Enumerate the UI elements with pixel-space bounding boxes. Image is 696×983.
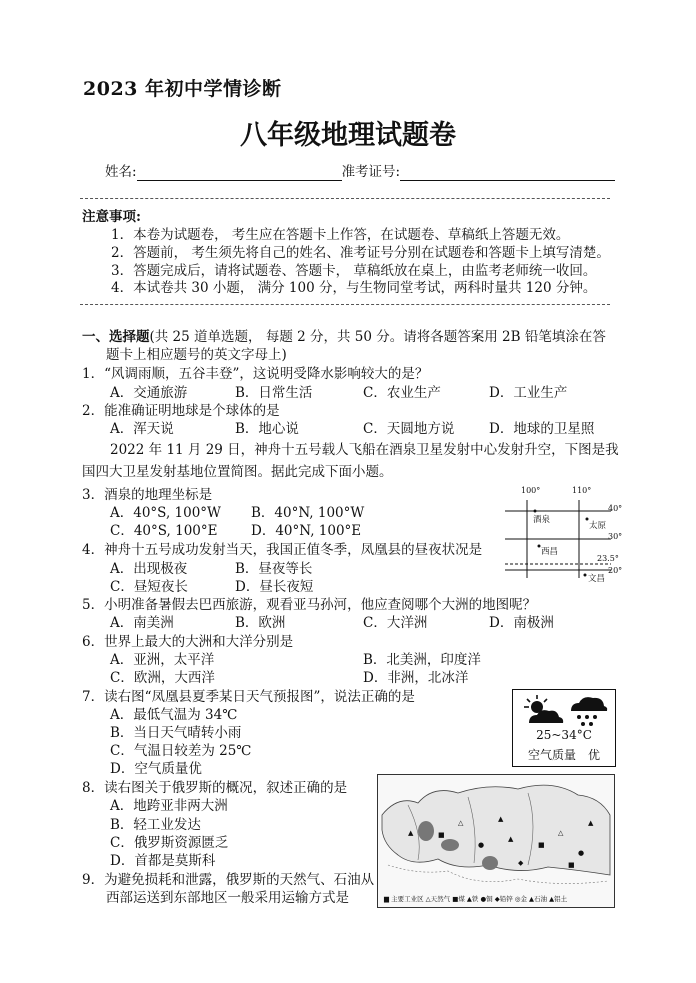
question-stem: 3．酒泉的地理坐标是 [82,487,213,503]
question-stem: 5．小明准备暑假去巴西旅游，观看亚马孙河，他应查阅哪个大洲的地图呢？ [82,597,537,613]
option-c: C．气温日较差为 25℃ [110,743,252,759]
option-b: B．轻工业发达 [110,817,201,833]
option-b: B．昼夜等长 [235,561,313,577]
name-field-row [105,163,615,181]
option-a: A．交通旅游 [110,385,188,401]
option-b: B．地心说 [235,421,299,437]
svg-text:●: ● [478,841,485,849]
section-heading-line2: 题卡上相应题号的英文字母上) [106,347,287,363]
air-quality: 空气质量 优 [527,748,600,762]
map-legend: ▆ 主要工业区 △天然气 ■煤 ▲铁 ●铜 ◆铅锌 ◎金 ▲石油 ▲铝土 [384,895,568,903]
lat-label: 40° [608,504,623,513]
lat-label: 23.5° [597,554,619,563]
weather-forecast-box [512,689,616,767]
option-d: D．非洲，北冰洋 [363,670,469,686]
svg-text:■: ■ [438,831,445,839]
option-d: D．地球的卫星照 [489,421,595,437]
option-d: D．工业生产 [489,385,568,401]
notice-item: 3．答题完成后，请将试题卷、答题卡， 草稿纸放在桌上，由监考老师统一收回。 [111,263,597,279]
divider-bottom [80,304,610,305]
city-label: 太原 [589,521,607,531]
option-c: C．40°S, 100°E [110,523,218,539]
id-input-line[interactable] [400,166,615,181]
question-stem: 4．神舟十五号成功发射当天，我国正值冬季，凤凰县的昼夜状况是 [82,542,483,558]
option-a: A．地跨亚非两大洲 [110,798,228,814]
option-c: C．农业生产 [363,385,441,401]
option-d: D．40°N, 100°E [251,523,362,539]
question-stem: 1．“风调雨顺，五谷丰登”，这说明受降水影响较大的是？ [82,366,429,382]
question-stem: 2．能准确证明地球是个球体的是 [82,403,280,419]
city-label: 西昌 [541,547,559,557]
option-d: D．首都是莫斯科 [110,853,216,869]
option-c: C．天圆地方说 [363,421,455,437]
lon-label: 100° [521,486,541,495]
svg-text:●: ● [578,849,585,857]
section-heading-bold: 一、选择题 [82,329,150,345]
city-label: 文昌 [588,574,606,584]
launch-site-map [505,486,623,586]
option-c: C．昼短夜长 [110,579,188,595]
section-heading-text: (共 25 道单选题， 每题 2 分，共 50 分。请将各题答案用 2B 铅笔填涂在答 [149,329,606,345]
sun-cloud-icon [521,693,565,729]
option-d: D．昼长夜短 [235,579,314,595]
option-a: A．南美洲 [110,615,174,631]
notice-item: 4．本试卷共 30 小题， 满分 100 分，与生物同堂考试，两科时量共 120 分钟。 [111,280,597,296]
name-label: 姓名: [105,164,137,180]
russia-map-svg [378,775,614,893]
svg-text:▲: ▲ [408,829,414,837]
launch-site-map-svg [505,486,623,586]
passage-line: 2022 年 11 月 29 日，神舟十五号载人飞船在酒泉卫星发射中心发射升空，下图是我 [110,442,619,458]
svg-text:■: ■ [568,861,575,869]
lon-label: 110° [572,486,592,495]
question-stem: 9．为避免损耗和泄露，俄罗斯的天然气、石油从 [82,872,375,888]
option-b: B．40°N, 100°W [251,505,365,521]
svg-text:▲: ▲ [588,819,594,827]
id-label: 准考证号: [341,164,401,180]
svg-text:△: △ [458,819,464,827]
svg-text:▲: ▲ [498,815,504,823]
option-c: C．欧洲，大西洋 [110,670,215,686]
paper-title: 八年级地理试题卷 [240,120,456,151]
svg-text:▲: ▲ [508,835,514,843]
option-a: A．浑天说 [110,421,174,437]
svg-text:■: ■ [538,841,545,849]
svg-text:◆: ◆ [518,859,524,867]
notice-heading: 注意事项: [82,209,141,225]
option-c: C．大洋洲 [363,615,428,631]
question-stem: 8．读右图关于俄罗斯的概况，叙述正确的是 [82,780,348,796]
passage-line: 国四大卫星发射基地位置简图。据此完成下面小题。 [82,464,393,480]
option-a: A．最低气温为 34℃ [110,707,238,723]
city-label: 酒泉 [533,515,551,525]
section-heading [82,328,606,346]
option-d: D．空气质量优 [110,761,202,777]
option-a: A．亚洲，太平洋 [110,652,215,668]
notice-item: 2．答题前， 考生须先将自己的姓名、准考证号分别在试题卷和答题卡上填写清楚。 [111,245,610,261]
temperature-range: 25~34°C [536,728,592,742]
option-a: A．出现极夜 [110,561,188,577]
option-b: B．欧洲 [235,615,286,631]
divider-top [80,198,610,199]
notice-item: 1．本卷为试题卷， 考生应在答题卡上作答，在试题卷、草稿纸上答题无效。 [111,227,570,243]
question-stem-line2: 西部运送到东部地区一般采用运输方式是 [106,890,349,906]
svg-text:△: △ [558,829,564,837]
rain-cloud-icon [567,693,609,729]
lat-label: 20° [608,566,623,575]
option-d: D．南极洲 [489,615,554,631]
lat-label: 30° [608,532,623,541]
question-stem: 6．世界上最大的大洲和大洋分别是 [82,634,294,650]
russia-resource-map [377,774,615,908]
option-a: A．40°S, 100°W [110,505,221,521]
exam-title: 2023 年初中学情诊断 [83,78,282,100]
option-b: B．当日天气晴转小雨 [110,725,242,741]
option-b: B．日常生活 [235,385,313,401]
question-stem: 7．读右图“凤凰县夏季某日天气预报图”，说法正确的是 [82,689,415,705]
option-c: C．俄罗斯资源匮乏 [110,835,229,851]
option-b: B．北美洲，印度洋 [363,652,481,668]
name-input-line[interactable] [137,166,342,181]
